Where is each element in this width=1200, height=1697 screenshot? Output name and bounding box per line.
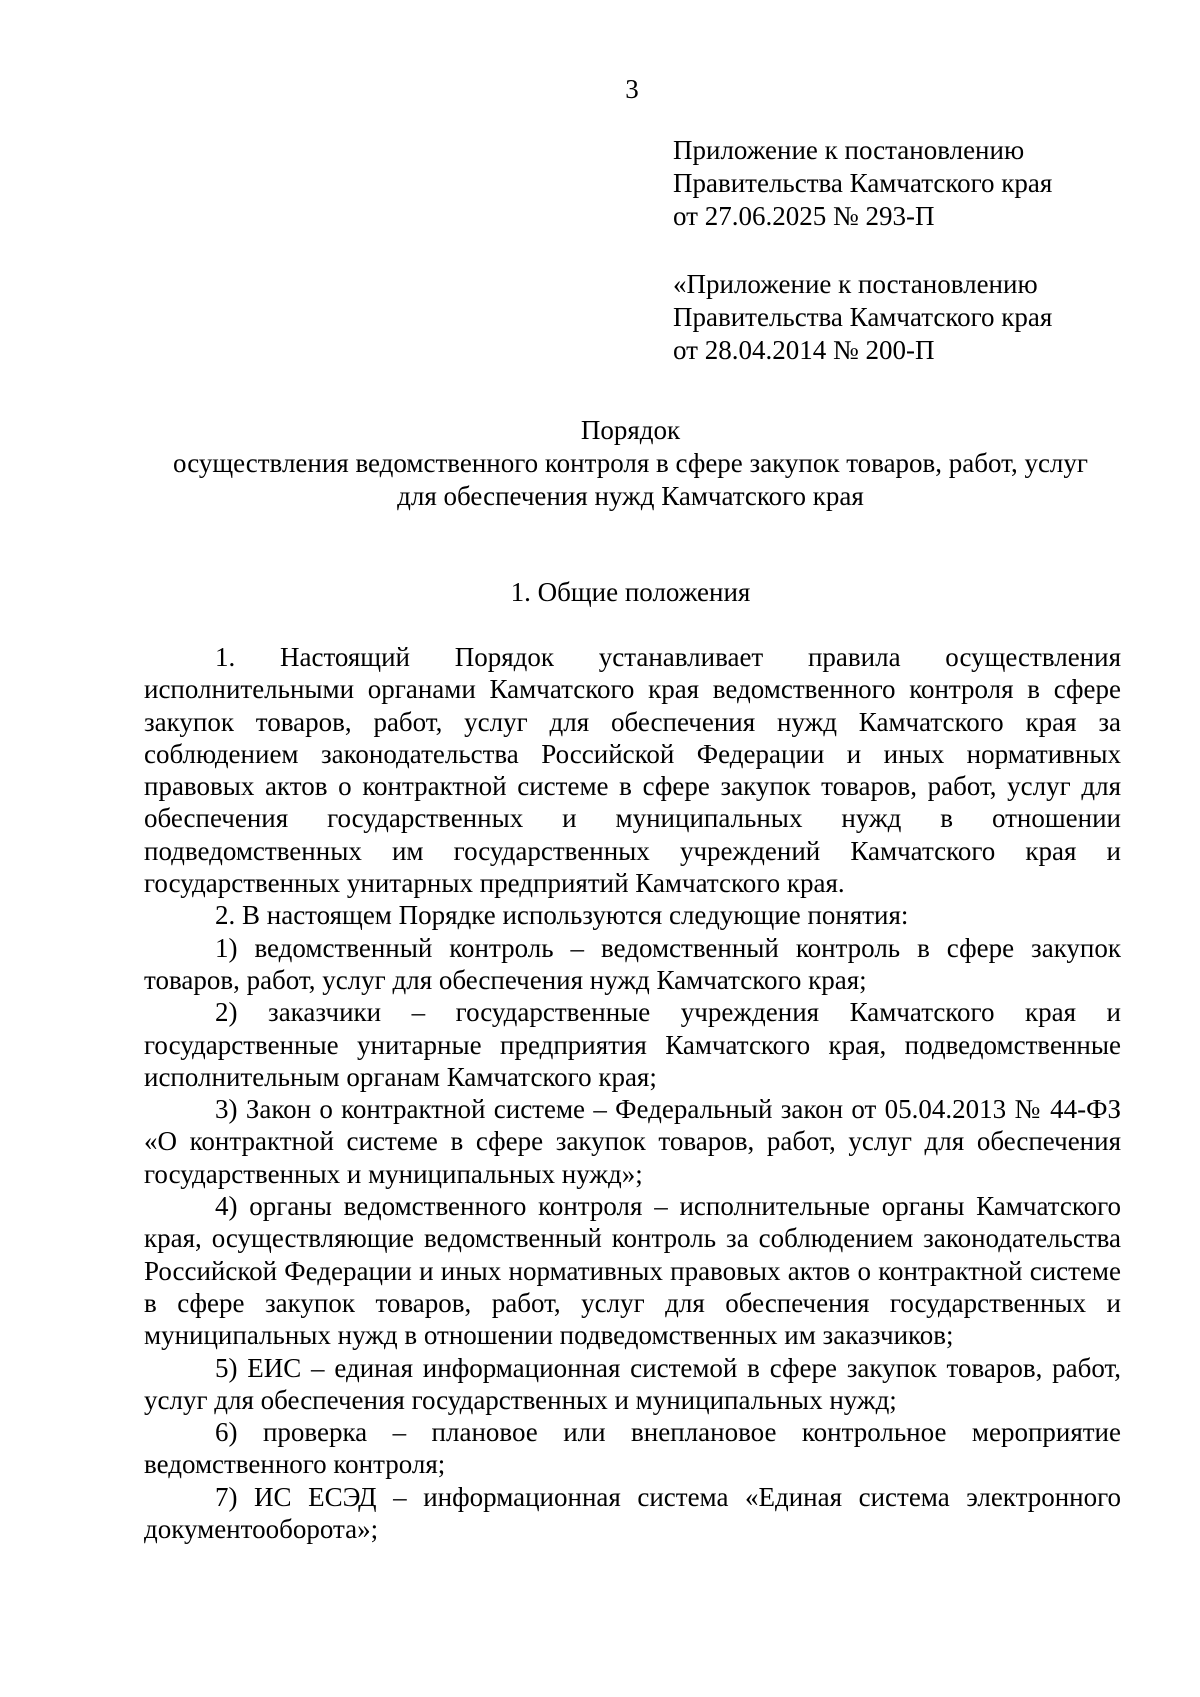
paragraph: 1. Настоящий Порядок устанавливает правила осуществления исполнительными органами Камчатского края ведомственного контроля в сфере закупок товаров, работ, услуг для обеспечения нужд Камчатского края за соблюдением законодательства Российской Федерации и иных нормативных правовых актов о контрактной системе в сфере закупок товаров, работ, услуг для обеспечения государственных и муниципальных нужд в отношении подведомственных им государственных учреждений Камчатского края и государственных унитарных предприятий Камчатского края. [144,642,1121,899]
title-line: Порядок [580,415,681,445]
title-line: для обеспечения нужд Камчатского края [397,481,864,511]
body-text [144,641,1121,1545]
paragraph: 2. В настоящем Порядке используются следующие понятия: [215,900,909,931]
paragraph: 6) проверка – плановое или внеплановое контрольное мероприятие ведомственного контроля; [144,1417,1121,1480]
paragraph: 7) ИС ЕСЭД – информационная система «Единая система электронного документооборота»; [144,1481,1121,1545]
approval-line: Правительства Камчатского края [673,302,1053,332]
document-title [140,414,1121,513]
approval-line: «Приложение к постановлению [673,269,1038,299]
approval-line: от 27.06.2025 № 293-П [673,201,935,231]
paragraph: 4) органы ведомственного контроля – исполнительные органы Камчатского края, осуществляющие ведомственный контроль за соблюдением законодательства Российской Федерации и иных нормативных правовых актов о контрактной системе в сфере закупок товаров, работ, услуг для обеспечения государственных и муниципальных нужд в отношении подведомственных им заказчиков; [144,1191,1121,1351]
page-number: 3 [625,74,639,104]
approval-line: от 28.04.2014 № 200-П [673,335,935,365]
approval-line: Правительства Камчатского края [673,168,1053,198]
approval-block-original [673,268,1052,367]
paragraph: 1) ведомственный контроль – ведомственный контроль в сфере закупок товаров, работ, услуг для обеспечения нужд Камчатского края; [144,932,1121,995]
title-line: осуществления ведомственного контроля в сфере закупок товаров, работ, услуг [173,448,1088,478]
paragraph: 3) Закон о контрактной системе – Федеральный закон от 05.04.2013 № 44-ФЗ «О контрактной системе в сфере закупок товаров, работ, услуг для обеспечения государственных и муниципальных нужд»; [144,1094,1121,1189]
paragraph: 2) заказчики – государственные учреждения Камчатского края и государственные унитарные предприятия Камчатского края, подведомственные исполнительным органам Камчатского края; [144,997,1121,1092]
section-heading: 1. Общие положения [510,577,751,607]
approval-line: Приложение к постановлению [673,135,1025,165]
approval-block-current [673,134,1052,233]
paragraph: 5) ЕИС – единая информационная системой в сфере закупок товаров, работ, услуг для обеспечения государственных и муниципальных нужд; [144,1352,1121,1415]
